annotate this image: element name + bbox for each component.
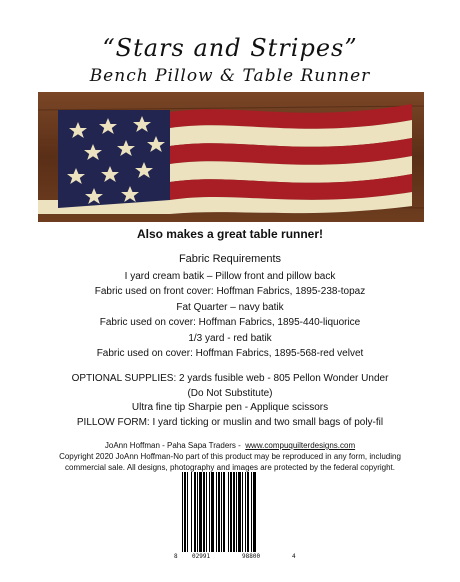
supply-line: (Do Not Substitute): [187, 387, 273, 399]
barcode-digit: 02991: [192, 553, 211, 560]
barcode-digit: 98800: [242, 553, 261, 560]
requirement-line: Fabric used on front cover: Hoffman Fabrics, 1895-238-topaz: [94, 286, 366, 297]
copyright-line: commercial sale. All designs, photography and images are protected by the federal copyright.: [65, 463, 395, 472]
flag-illustration: [38, 92, 424, 222]
requirement-line: 1/3 yard - red batik: [188, 332, 272, 344]
barcode-digit: 4: [292, 553, 296, 560]
requirement-line: I yard cream batik – Pillow front and pillow back: [124, 270, 336, 282]
optional-supplies: [0, 372, 460, 430]
pattern-subtitle: Bench Pillow & Table Runner: [89, 66, 371, 86]
barcode-bars: [180, 472, 290, 552]
designer-line: [0, 440, 460, 451]
requirement-line: Fat Quarter – navy batik: [176, 301, 284, 313]
supply-line: PILLOW FORM: I yard ticking or muslin and two small bags of poly-fil: [76, 416, 384, 428]
fabric-requirements: [0, 252, 460, 362]
barcode: [174, 472, 296, 564]
designer-name: JoAnn Hoffman - Paha Sapa Traders -: [104, 441, 241, 450]
requirement-line: Fabric used on cover: Hoffman Fabrics, 1895-440-liquorice: [99, 317, 361, 328]
requirement-line: Fabric used on cover: Hoffman Fabrics, 1895-568-red velvet: [96, 348, 364, 359]
copyright-line: Copyright 2020 JoAnn Hoffman-No part of this product may be reproduced in any form, including: [59, 452, 401, 461]
website-link[interactable]: www.compuquilterdesigns.com: [245, 441, 356, 450]
runner-caption: Also makes a great table runner!: [136, 227, 324, 241]
flag-photo: [38, 92, 424, 222]
supply-line: OPTIONAL SUPPLIES: 2 yards fusible web - 805 Pellon Wonder Under: [71, 373, 389, 384]
pattern-title: “Stars and Stripes”: [102, 34, 358, 62]
barcode-digit: 8: [174, 553, 178, 560]
requirements-heading: Fabric Requirements: [178, 253, 282, 265]
credits: [0, 440, 460, 473]
supply-line: Ultra fine tip Sharpie pen - Applique scissors: [131, 402, 329, 413]
